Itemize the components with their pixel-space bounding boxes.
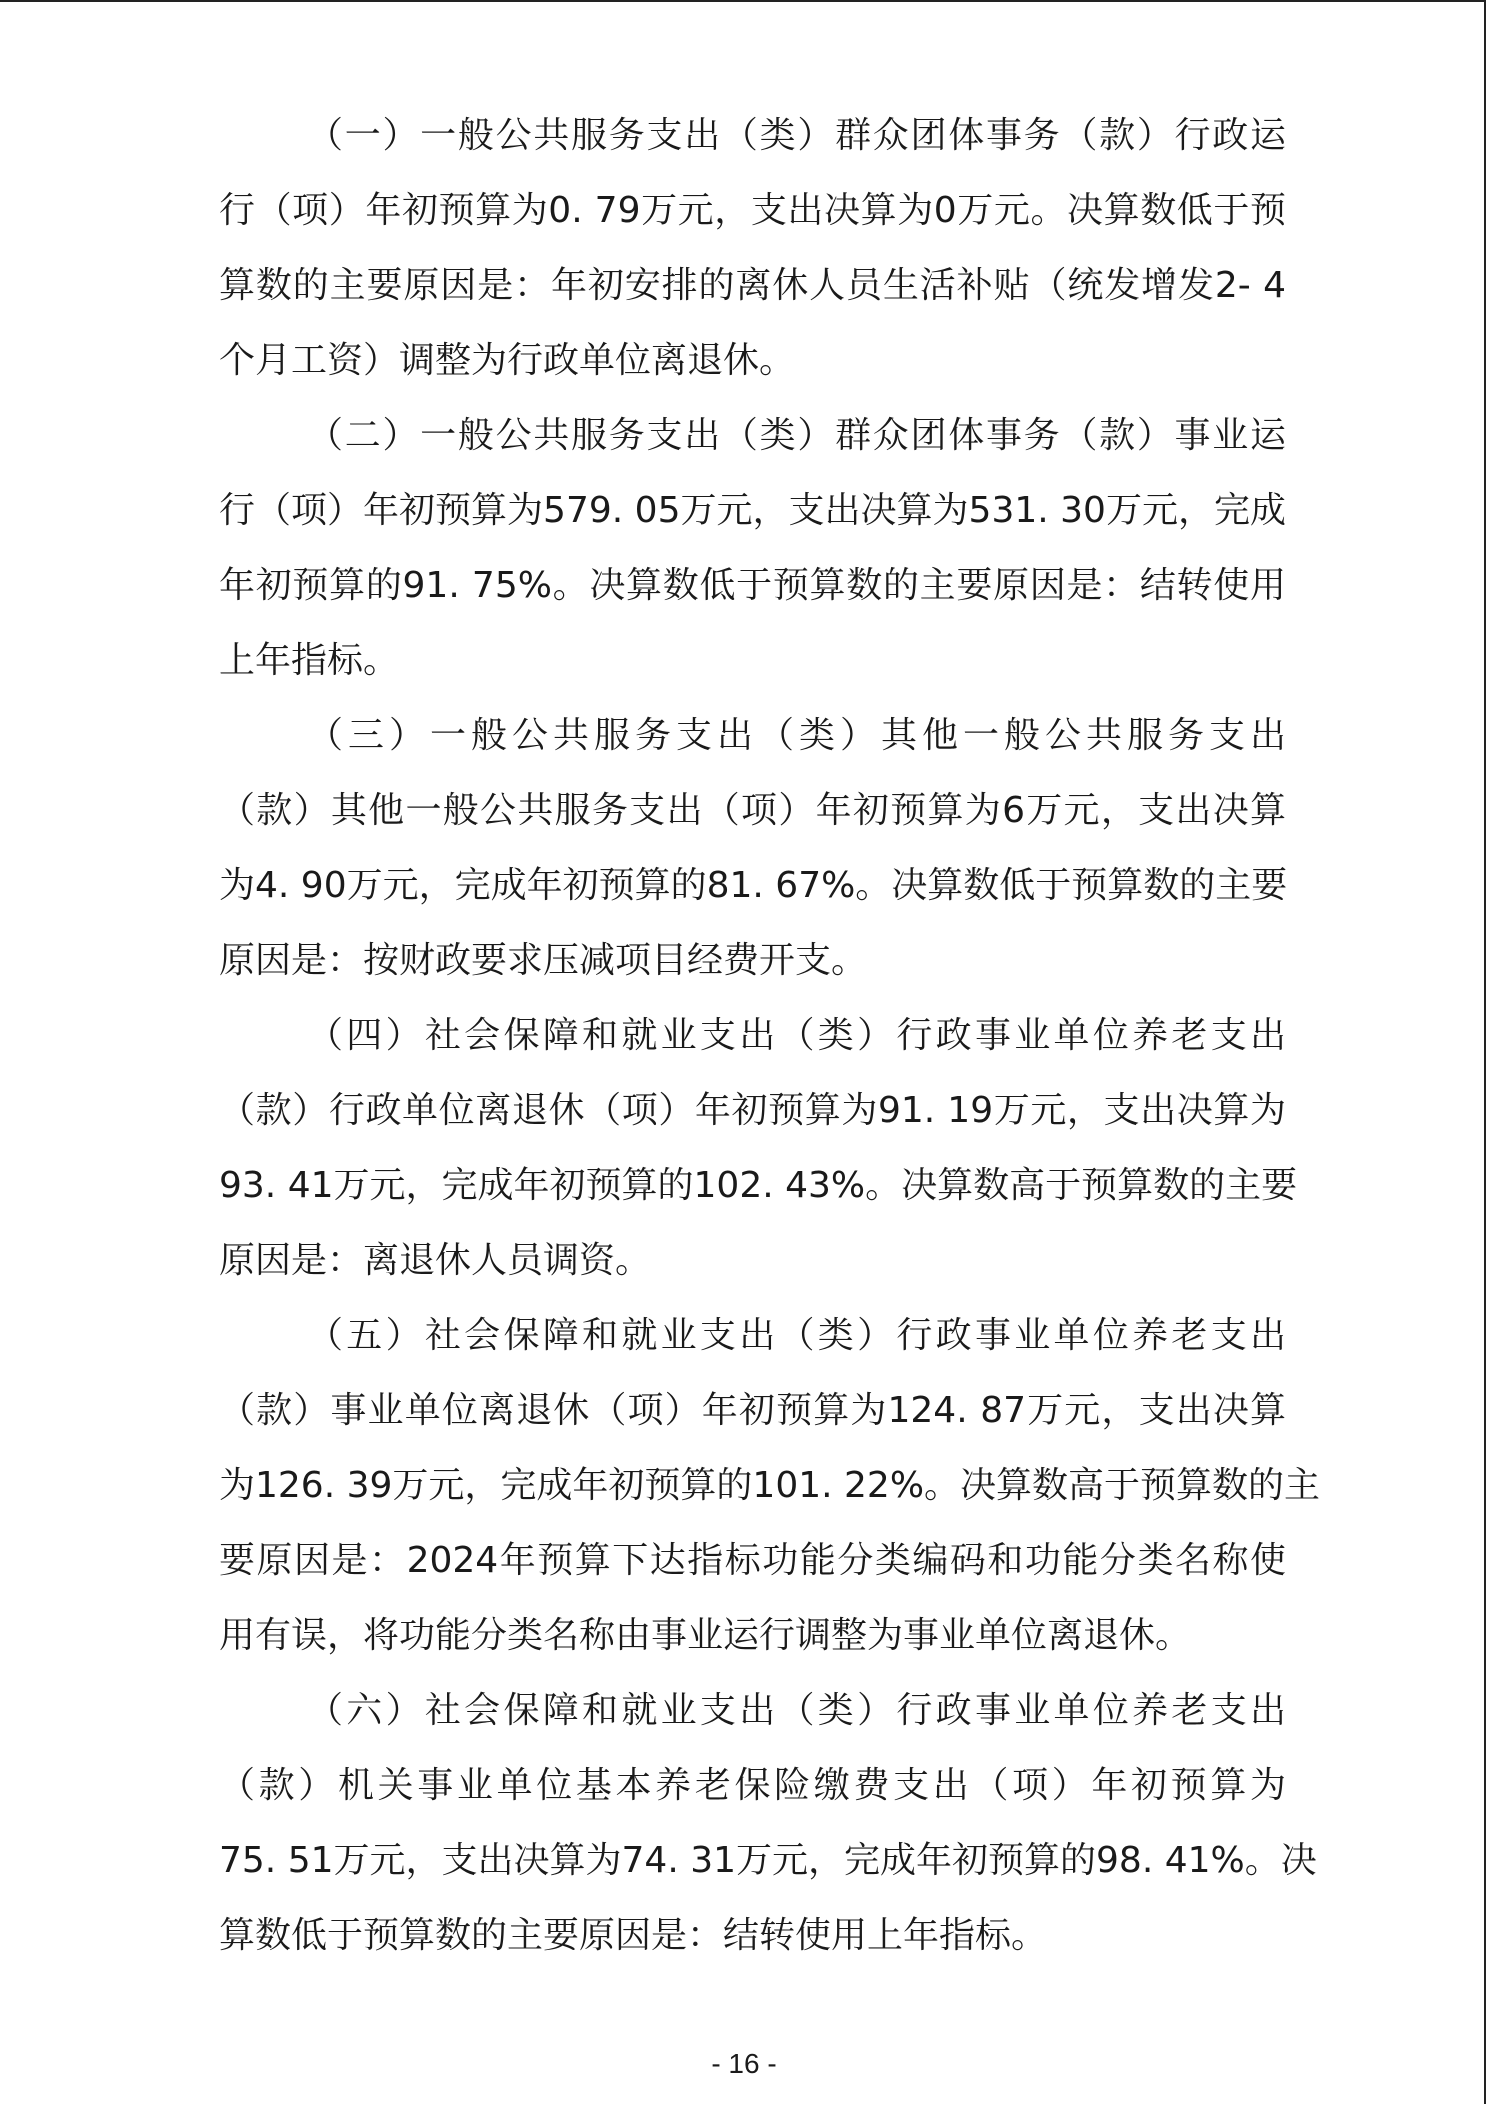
paragraph-line: 要原因是：2024年预算下达指标功能分类编码和功能分类名称使 <box>219 1540 1286 1581</box>
paragraph-line: 个月工资）调整为行政单位离退休。 <box>219 340 796 381</box>
document-body <box>219 98 1321 1973</box>
paragraph-line: 为126. 39万元，完成年初预算的101. 22%。决算数高于预算数的主 <box>219 1465 1321 1506</box>
paragraph-4 <box>219 998 1298 1298</box>
paragraph-line: （款）事业单位离退休（项）年初预算为124. 87万元，支出决算 <box>219 1390 1286 1431</box>
paragraph-1 <box>219 98 1286 398</box>
paragraph-line: （一）一般公共服务支出（类）群众团体事务（款）行政运 <box>307 115 1286 156</box>
paragraph-line: 原因是：离退休人员调资。 <box>219 1240 652 1281</box>
paragraph-5 <box>219 1298 1321 1673</box>
paragraph-line: （五）社会保障和就业支出（类）行政事业单位养老支出 <box>307 1315 1286 1356</box>
paragraph-line: 用有误，将功能分类名称由事业运行调整为事业单位离退休。 <box>219 1615 1192 1656</box>
paragraph-3 <box>219 698 1286 998</box>
paragraph-6 <box>219 1673 1317 1973</box>
paragraph-line: 行（项）年初预算为0. 79万元，支出决算为0万元。决算数低于预 <box>219 190 1286 231</box>
paragraph-line: （四）社会保障和就业支出（类）行政事业单位养老支出 <box>307 1015 1286 1056</box>
paragraph-line: （款）行政单位离退休（项）年初预算为91. 19万元，支出决算为 <box>219 1090 1286 1131</box>
paragraph-line: 算数的主要原因是：年初安排的离休人员生活补贴（统发增发2- 4 <box>219 265 1286 306</box>
paragraph-line: 为4. 90万元，完成年初预算的81. 67%。决算数低于预算数的主要 <box>219 865 1288 906</box>
paragraph-line: 75. 51万元，支出决算为74. 31万元，完成年初预算的98. 41%。决 <box>219 1840 1317 1881</box>
paragraph-line: 原因是：按财政要求压减项目经费开支。 <box>219 940 868 981</box>
paragraph-line: 年初预算的91. 75%。决算数低于预算数的主要原因是：结转使用 <box>219 565 1286 606</box>
paragraph-line: （六）社会保障和就业支出（类）行政事业单位养老支出 <box>307 1690 1286 1731</box>
paragraph-line: 算数低于预算数的主要原因是：结转使用上年指标。 <box>219 1915 1048 1956</box>
paragraph-2 <box>219 398 1286 698</box>
paragraph-line: （二）一般公共服务支出（类）群众团体事务（款）事业运 <box>307 415 1286 456</box>
paragraph-line: 上年指标。 <box>219 640 400 681</box>
paragraph-line: （款）机关事业单位基本养老保险缴费支出（项）年初预算为 <box>219 1765 1286 1806</box>
paragraph-line: （款）其他一般公共服务支出（项）年初预算为6万元，支出决算 <box>219 790 1286 831</box>
page-number: - 16 - <box>711 2048 777 2079</box>
paragraph-line: 93. 41万元，完成年初预算的102. 43%。决算数高于预算数的主要 <box>219 1165 1298 1206</box>
paragraph-line: （三）一般公共服务支出（类）其他一般公共服务支出 <box>307 715 1286 756</box>
paragraph-line: 行（项）年初预算为579. 05万元，支出决算为531. 30万元，完成 <box>219 490 1286 531</box>
